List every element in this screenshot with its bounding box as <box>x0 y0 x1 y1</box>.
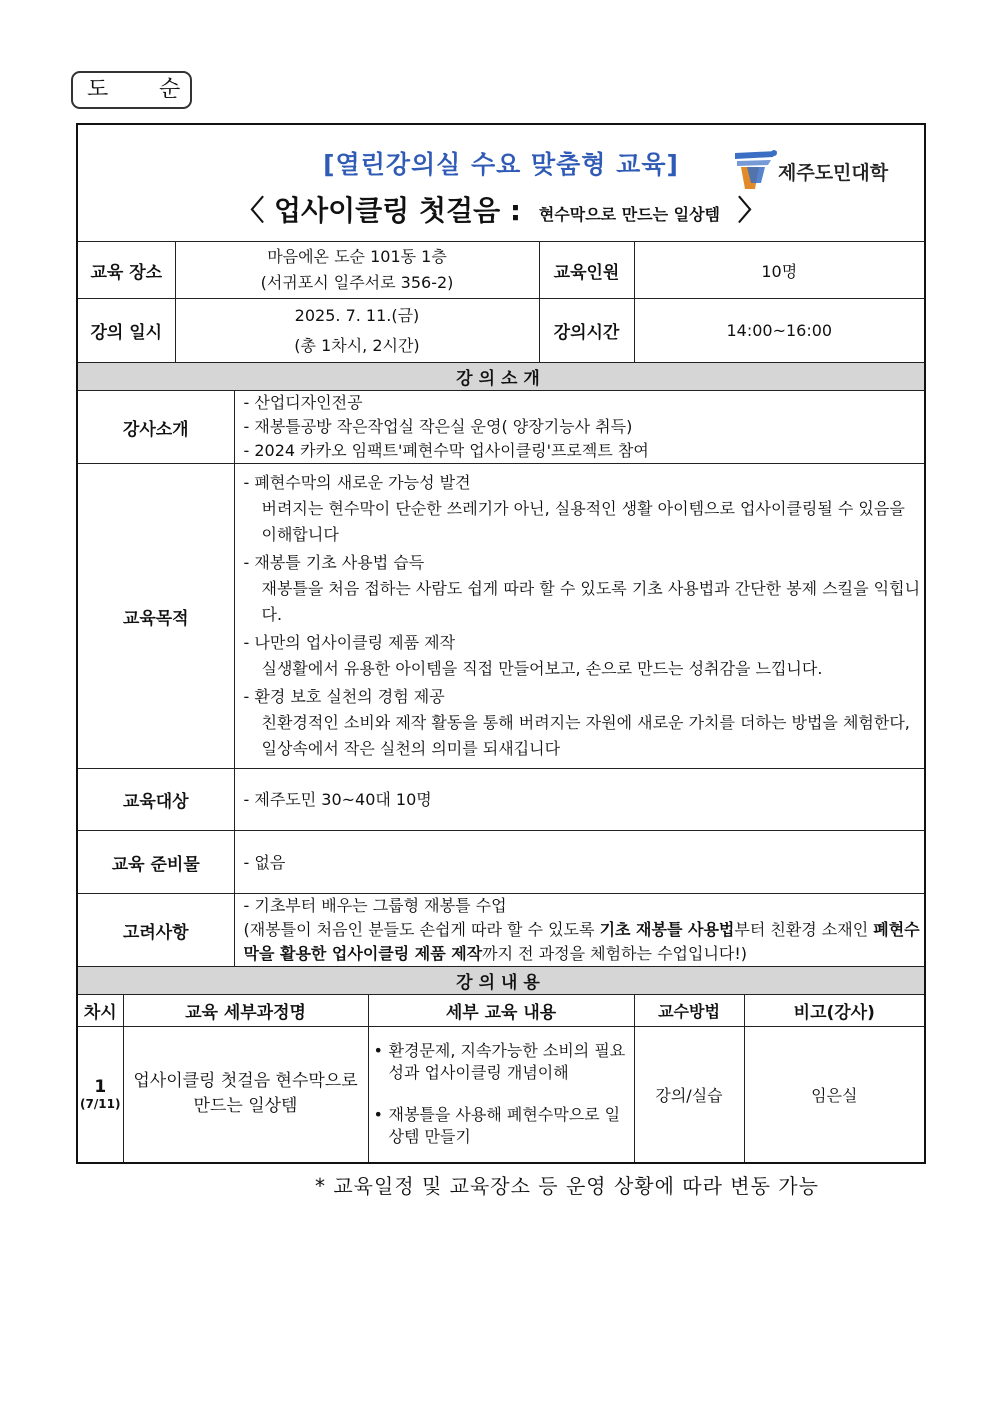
col-header-method: 교수방법 <box>634 995 744 1027</box>
consider-value <box>234 894 925 967</box>
footnote: * 교육일정 및 교육장소 등 운영 상황에 따라 변동 가능 <box>315 1174 819 1198</box>
method-cell: 강의/실습 <box>634 1027 744 1163</box>
logo-text: 제주도민대학 <box>778 162 889 184</box>
program-table <box>76 123 926 1164</box>
title-close-bracket: 〉 <box>737 194 766 227</box>
region-tag-char-1: 도 <box>87 77 109 102</box>
consider-text: 부터 친환경 소재인 <box>734 920 874 939</box>
date-line-2: (총 1차시, 2시간) <box>294 335 420 355</box>
purpose-item-head: - 나만의 업사이클링 제품 제작 <box>243 633 456 652</box>
content-band: 강의내용 <box>77 967 925 995</box>
col-header-course: 교육 세부과정명 <box>123 995 368 1027</box>
consider-label: 고려사항 <box>77 894 234 967</box>
purpose-item-body: 버려지는 현수막이 단순한 쓰레기가 아닌, 실용적인 생활 아이템으로 업사이클링될 수 있음을 이해합니다 <box>261 499 905 544</box>
time-label: 강의시간 <box>539 299 634 363</box>
document-frame <box>76 123 924 1164</box>
date-value <box>175 299 539 363</box>
instructor-line: - 산업디자인전공 <box>243 393 363 412</box>
purpose-item-head: - 폐현수막의 새로운 가능성 발견 <box>243 473 471 492</box>
purpose-label: 교육목적 <box>77 464 234 769</box>
detail-item: • 환경문제, 지속가능한 소비의 필요성과 업사이클링 개념이해 <box>371 1040 630 1084</box>
col-header-details: 세부 교육 내용 <box>368 995 634 1027</box>
purpose-item-head: - 재봉틀 기초 사용법 습득 <box>243 553 425 572</box>
place-line-1: 마음에온 도순 101동 1층 <box>267 247 447 266</box>
instructor-label: 강사소개 <box>77 391 234 464</box>
detail-item: • 재봉틀을 사용해 폐현수막으로 일상템 만들기 <box>371 1104 630 1148</box>
col-header-instructor: 비고(강사) <box>744 995 925 1027</box>
people-label: 교육인원 <box>539 242 634 299</box>
date-line-1: 2025. 7. 11.(금) <box>294 305 420 325</box>
consider-bold: 기초 재봉틀 사용법 <box>599 920 735 939</box>
instructor-line: - 재봉틀공방 작은작업실 작은실 운영( 양장기능사 취득) <box>243 417 633 436</box>
target-value: - 제주도민 30~40대 10명 <box>234 769 925 831</box>
place-line-2: (서귀포시 일주서로 356-2) <box>260 273 454 292</box>
col-header-session: 차시 <box>77 995 123 1027</box>
session-date: (7/11) <box>80 1097 121 1112</box>
place-label: 교육 장소 <box>77 242 175 299</box>
target-label: 교육대상 <box>77 769 234 831</box>
session-cell <box>77 1027 123 1163</box>
purpose-item-head: - 환경 보호 실천의 경험 제공 <box>243 687 445 706</box>
instructor-value <box>234 391 925 464</box>
consider-text: 까지 전 과정을 체험하는 수업입니다!) <box>482 944 748 963</box>
purpose-item-body: 재봉틀을 처음 접하는 사람도 쉽게 따라 할 수 있도록 기초 사용법과 간단한 봉제 스킬을 익힙니다. <box>261 579 921 624</box>
purpose-value <box>234 464 925 769</box>
title-small: 현수막으로 만드는 일상템 <box>538 205 721 224</box>
course-cell: 업사이클링 첫걸음 현수막으로 만드는 일상템 <box>123 1027 368 1163</box>
place-value <box>175 242 539 299</box>
consider-bold: 폐현수막을 활용한 업사이클링 제품 제작 <box>243 920 920 963</box>
session-number: 1 <box>94 1077 107 1098</box>
purpose-item-body: 친환경적인 소비와 제작 활동을 통해 버려지는 자원에 새로운 가치를 더하는 방법을 체험한다, 일상속에서 작은 실천의 의미를 되새깁니다 <box>261 713 910 758</box>
prep-value: - 없음 <box>234 831 925 894</box>
header-subtitle: [열린강의실 수요 맞춤형 교육] <box>323 150 679 179</box>
table-row <box>77 1027 925 1163</box>
intro-band: 강의소개 <box>77 363 925 391</box>
purpose-item-body: 실생활에서 유용한 아이템을 직접 만들어보고, 손으로 만드는 성취감을 느낍니다. <box>261 659 823 678</box>
region-tag-char-2: 순 <box>159 77 181 102</box>
time-value: 14:00~16:00 <box>634 299 925 363</box>
main-title <box>78 189 924 229</box>
header-cell <box>77 124 925 242</box>
title-main: 업사이클링 첫걸음 : <box>274 194 522 227</box>
instructor-line: - 2024 카카오 임팩트'폐현수막 업사이클링'프로젝트 참여 <box>243 441 649 460</box>
details-cell <box>368 1027 634 1163</box>
title-open-bracket: 〈 <box>236 194 265 227</box>
consider-detail <box>244 918 923 966</box>
instructor-cell: 임은실 <box>744 1027 925 1163</box>
people-value: 10명 <box>634 242 925 299</box>
consider-line-1: - 기초부터 배우는 그룹형 재봉틀 수업 <box>243 896 507 915</box>
consider-text: (재봉틀이 처음인 분들도 손쉽게 따라 할 수 있도록 <box>243 920 600 939</box>
prep-label: 교육 준비물 <box>77 831 234 894</box>
region-tag <box>71 71 192 109</box>
date-label: 강의 일시 <box>77 299 175 363</box>
